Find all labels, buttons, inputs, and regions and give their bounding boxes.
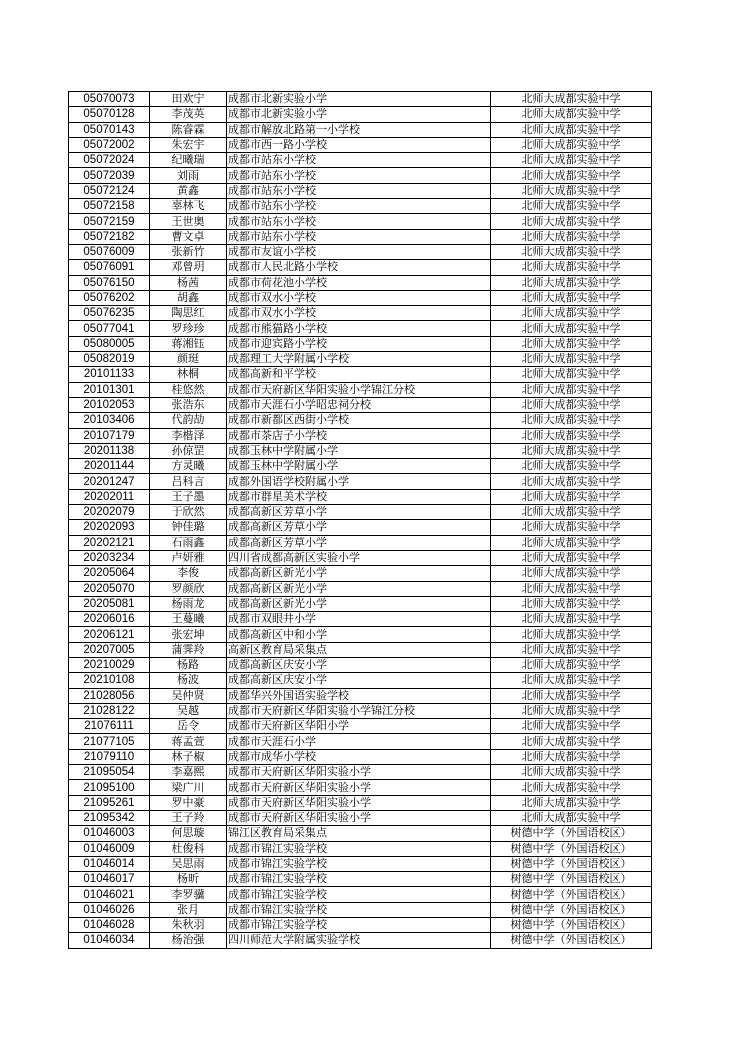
student-name-cell: 张新竹 bbox=[150, 244, 227, 259]
student-name-cell: 杨治强 bbox=[150, 933, 227, 948]
student-name-cell: 邓曾玥 bbox=[150, 260, 227, 275]
table-row bbox=[69, 153, 652, 168]
student-id-cell: 05072158 bbox=[69, 199, 150, 214]
student-name-cell: 罗珍珍 bbox=[150, 321, 227, 336]
student-name-cell: 王子羚 bbox=[150, 810, 227, 825]
student-id-cell: 05080005 bbox=[69, 336, 150, 351]
student-id-cell: 21076111 bbox=[69, 719, 150, 734]
student-name-cell: 方灵曦 bbox=[150, 459, 227, 474]
primary-school-cell: 成都高新区新光小学 bbox=[227, 566, 491, 581]
table-row bbox=[69, 382, 652, 397]
primary-school-cell: 成都市熊猫路小学校 bbox=[227, 321, 491, 336]
primary-school-cell: 高新区教育局采集点 bbox=[227, 642, 491, 657]
primary-school-cell: 成都高新区新光小学 bbox=[227, 581, 491, 596]
student-id-cell: 20205070 bbox=[69, 581, 150, 596]
table-row bbox=[69, 795, 652, 810]
table-row bbox=[69, 321, 652, 336]
table-row bbox=[69, 260, 652, 275]
admitted-school-cell: 树德中学（外国语校区） bbox=[491, 856, 652, 871]
student-name-cell: 杨雨龙 bbox=[150, 596, 227, 611]
student-name-cell: 蒲霁羚 bbox=[150, 642, 227, 657]
primary-school-cell: 锦江区教育局采集点 bbox=[227, 826, 491, 841]
student-name-cell: 李罗骥 bbox=[150, 887, 227, 902]
student-id-cell: 20205064 bbox=[69, 566, 150, 581]
admitted-school-cell: 北师大成都实验中学 bbox=[491, 107, 652, 122]
table-row bbox=[69, 734, 652, 749]
admitted-school-cell: 北师大成都实验中学 bbox=[491, 397, 652, 412]
table-row bbox=[69, 275, 652, 290]
table-row bbox=[69, 856, 652, 871]
table-row bbox=[69, 107, 652, 122]
table-row bbox=[69, 933, 652, 948]
table-row bbox=[69, 214, 652, 229]
student-id-cell: 20202093 bbox=[69, 520, 150, 535]
primary-school-cell: 成都市西一路小学校 bbox=[227, 137, 491, 152]
admitted-school-cell: 北师大成都实验中学 bbox=[491, 459, 652, 474]
student-id-cell: 01046009 bbox=[69, 841, 150, 856]
student-id-cell: 20107179 bbox=[69, 428, 150, 443]
table-row bbox=[69, 92, 652, 107]
student-name-cell: 杨路 bbox=[150, 657, 227, 672]
admitted-school-cell: 北师大成都实验中学 bbox=[491, 627, 652, 642]
primary-school-cell: 成都市锦江实验学校 bbox=[227, 887, 491, 902]
table-row bbox=[69, 244, 652, 259]
primary-school-cell: 成都市天涯石小学昭忠祠分校 bbox=[227, 397, 491, 412]
primary-school-cell: 成都高新区中和小学 bbox=[227, 627, 491, 642]
primary-school-cell: 成都市锦江实验学校 bbox=[227, 918, 491, 933]
table-row bbox=[69, 306, 652, 321]
admitted-school-cell: 北师大成都实验中学 bbox=[491, 336, 652, 351]
student-name-cell: 张宏坤 bbox=[150, 627, 227, 642]
primary-school-cell: 四川师范大学附属实验学校 bbox=[227, 933, 491, 948]
table-row bbox=[69, 459, 652, 474]
admitted-school-cell: 北师大成都实验中学 bbox=[491, 612, 652, 627]
student-id-cell: 05072039 bbox=[69, 168, 150, 183]
primary-school-cell: 成都市天府新区华阳实验小学 bbox=[227, 795, 491, 810]
student-id-cell: 21095261 bbox=[69, 795, 150, 810]
student-name-cell: 朱宏宇 bbox=[150, 137, 227, 152]
primary-school-cell: 成都高新区庆安小学 bbox=[227, 657, 491, 672]
student-id-cell: 01046026 bbox=[69, 902, 150, 917]
admitted-school-cell: 北师大成都实验中学 bbox=[491, 657, 652, 672]
student-name-cell: 罗中豪 bbox=[150, 795, 227, 810]
student-id-cell: 20203234 bbox=[69, 550, 150, 565]
student-id-cell: 01046017 bbox=[69, 872, 150, 887]
admitted-school-cell: 北师大成都实验中学 bbox=[491, 321, 652, 336]
student-name-cell: 纪曦瑞 bbox=[150, 153, 227, 168]
student-id-cell: 05072024 bbox=[69, 153, 150, 168]
admitted-school-cell: 北师大成都实验中学 bbox=[491, 703, 652, 718]
table-row bbox=[69, 612, 652, 627]
student-name-cell: 杨波 bbox=[150, 673, 227, 688]
student-name-cell: 吴越 bbox=[150, 703, 227, 718]
student-id-cell: 01046034 bbox=[69, 933, 150, 948]
admitted-school-cell: 北师大成都实验中学 bbox=[491, 229, 652, 244]
student-id-cell: 20201247 bbox=[69, 474, 150, 489]
student-id-cell: 21095054 bbox=[69, 765, 150, 780]
table-row bbox=[69, 505, 652, 520]
primary-school-cell: 成都市锦江实验学校 bbox=[227, 902, 491, 917]
admitted-school-cell: 北师大成都实验中学 bbox=[491, 810, 652, 825]
table-row bbox=[69, 657, 652, 672]
admitted-school-cell: 树德中学（外国语校区） bbox=[491, 826, 652, 841]
student-id-cell: 21079110 bbox=[69, 749, 150, 764]
primary-school-cell: 成都市群星美术学校 bbox=[227, 489, 491, 504]
primary-school-cell: 成都市站东小学校 bbox=[227, 168, 491, 183]
table-row bbox=[69, 688, 652, 703]
student-id-cell: 05076202 bbox=[69, 290, 150, 305]
primary-school-cell: 成都市天府新区华阳实验小学锦江分校 bbox=[227, 382, 491, 397]
primary-school-cell: 成都市解放北路第一小学校 bbox=[227, 122, 491, 137]
student-id-cell: 20103406 bbox=[69, 413, 150, 428]
student-id-cell: 05076150 bbox=[69, 275, 150, 290]
admitted-school-cell: 北师大成都实验中学 bbox=[491, 275, 652, 290]
table-row bbox=[69, 566, 652, 581]
student-name-cell: 蒋湘钰 bbox=[150, 336, 227, 351]
admitted-school-cell: 北师大成都实验中学 bbox=[491, 550, 652, 565]
table-row bbox=[69, 122, 652, 137]
primary-school-cell: 成都市站东小学校 bbox=[227, 183, 491, 198]
primary-school-cell: 成都市成华小学校 bbox=[227, 749, 491, 764]
primary-school-cell: 成都高新区庆安小学 bbox=[227, 673, 491, 688]
admitted-school-cell: 北师大成都实验中学 bbox=[491, 168, 652, 183]
admitted-school-cell: 北师大成都实验中学 bbox=[491, 137, 652, 152]
table-row bbox=[69, 183, 652, 198]
student-id-cell: 21095100 bbox=[69, 780, 150, 795]
table-row bbox=[69, 397, 652, 412]
student-name-cell: 孙倞罡 bbox=[150, 443, 227, 458]
student-name-cell: 钟佳璐 bbox=[150, 520, 227, 535]
student-id-cell: 20202011 bbox=[69, 489, 150, 504]
student-id-cell: 20210108 bbox=[69, 673, 150, 688]
table-row bbox=[69, 168, 652, 183]
student-id-cell: 05070143 bbox=[69, 122, 150, 137]
student-name-cell: 于欣然 bbox=[150, 505, 227, 520]
table-row bbox=[69, 137, 652, 152]
table-row bbox=[69, 413, 652, 428]
student-name-cell: 罗颜欣 bbox=[150, 581, 227, 596]
student-id-cell: 21077105 bbox=[69, 734, 150, 749]
table-row bbox=[69, 336, 652, 351]
table-row bbox=[69, 703, 652, 718]
student-name-cell: 胡鑫 bbox=[150, 290, 227, 305]
admitted-school-cell: 北师大成都实验中学 bbox=[491, 780, 652, 795]
admitted-school-cell: 北师大成都实验中学 bbox=[491, 520, 652, 535]
student-name-cell: 桂悠然 bbox=[150, 382, 227, 397]
student-id-cell: 20101133 bbox=[69, 367, 150, 382]
student-id-cell: 20210029 bbox=[69, 657, 150, 672]
primary-school-cell: 成都玉林中学附属小学 bbox=[227, 459, 491, 474]
primary-school-cell: 成都市北新实验小学 bbox=[227, 107, 491, 122]
student-id-cell: 01046014 bbox=[69, 856, 150, 871]
primary-school-cell: 成都市双眼井小学 bbox=[227, 612, 491, 627]
student-name-cell: 林桐 bbox=[150, 367, 227, 382]
admitted-school-cell: 北师大成都实验中学 bbox=[491, 734, 652, 749]
table-row bbox=[69, 887, 652, 902]
admitted-school-cell: 北师大成都实验中学 bbox=[491, 413, 652, 428]
admitted-school-cell: 北师大成都实验中学 bbox=[491, 474, 652, 489]
student-name-cell: 王蔓曦 bbox=[150, 612, 227, 627]
primary-school-cell: 成都高新区芳草小学 bbox=[227, 505, 491, 520]
student-name-cell: 田欢宁 bbox=[150, 92, 227, 107]
student-id-cell: 05082019 bbox=[69, 352, 150, 367]
table-row bbox=[69, 749, 652, 764]
student-id-cell: 20206121 bbox=[69, 627, 150, 642]
student-id-cell: 20202079 bbox=[69, 505, 150, 520]
student-name-cell: 吕科言 bbox=[150, 474, 227, 489]
student-name-cell: 王子墨 bbox=[150, 489, 227, 504]
table-row bbox=[69, 841, 652, 856]
student-name-cell: 何思璇 bbox=[150, 826, 227, 841]
student-name-cell: 杨茜 bbox=[150, 275, 227, 290]
table-row bbox=[69, 367, 652, 382]
primary-school-cell: 成都高新区芳草小学 bbox=[227, 535, 491, 550]
table-row bbox=[69, 810, 652, 825]
primary-school-cell: 成都市天府新区华阳实验小学锦江分校 bbox=[227, 703, 491, 718]
admitted-school-cell: 树德中学（外国语校区） bbox=[491, 902, 652, 917]
admitted-school-cell: 北师大成都实验中学 bbox=[491, 92, 652, 107]
student-name-cell: 林子椒 bbox=[150, 749, 227, 764]
admitted-school-cell: 北师大成都实验中学 bbox=[491, 581, 652, 596]
student-name-cell: 李俊 bbox=[150, 566, 227, 581]
admitted-school-cell: 北师大成都实验中学 bbox=[491, 260, 652, 275]
table-row bbox=[69, 673, 652, 688]
primary-school-cell: 成都市站东小学校 bbox=[227, 214, 491, 229]
table-row bbox=[69, 581, 652, 596]
admitted-school-cell: 北师大成都实验中学 bbox=[491, 199, 652, 214]
student-name-cell: 黄鑫 bbox=[150, 183, 227, 198]
admission-table bbox=[68, 91, 652, 949]
student-name-cell: 颜珽 bbox=[150, 352, 227, 367]
student-id-cell: 05072159 bbox=[69, 214, 150, 229]
admitted-school-cell: 北师大成都实验中学 bbox=[491, 352, 652, 367]
student-name-cell: 李嘉熙 bbox=[150, 765, 227, 780]
primary-school-cell: 成都市锦江实验学校 bbox=[227, 856, 491, 871]
admitted-school-cell: 北师大成都实验中学 bbox=[491, 719, 652, 734]
admitted-school-cell: 北师大成都实验中学 bbox=[491, 596, 652, 611]
student-name-cell: 蒋孟萱 bbox=[150, 734, 227, 749]
student-id-cell: 20207005 bbox=[69, 642, 150, 657]
student-name-cell: 王世奥 bbox=[150, 214, 227, 229]
table-row bbox=[69, 535, 652, 550]
admitted-school-cell: 北师大成都实验中学 bbox=[491, 244, 652, 259]
admitted-school-cell: 北师大成都实验中学 bbox=[491, 214, 652, 229]
admitted-school-cell: 树德中学（外国语校区） bbox=[491, 918, 652, 933]
table-row bbox=[69, 826, 652, 841]
student-name-cell: 陈睿霖 bbox=[150, 122, 227, 137]
student-name-cell: 代韵劼 bbox=[150, 413, 227, 428]
student-id-cell: 01046003 bbox=[69, 826, 150, 841]
admitted-school-cell: 北师大成都实验中学 bbox=[491, 535, 652, 550]
student-name-cell: 辜林飞 bbox=[150, 199, 227, 214]
student-id-cell: 20205081 bbox=[69, 596, 150, 611]
admitted-school-cell: 北师大成都实验中学 bbox=[491, 765, 652, 780]
primary-school-cell: 成都市双水小学校 bbox=[227, 290, 491, 305]
admitted-school-cell: 北师大成都实验中学 bbox=[491, 566, 652, 581]
primary-school-cell: 成都高新区芳草小学 bbox=[227, 520, 491, 535]
table-row bbox=[69, 229, 652, 244]
table-row bbox=[69, 902, 652, 917]
primary-school-cell: 四川省成都高新区实验小学 bbox=[227, 550, 491, 565]
table-row bbox=[69, 872, 652, 887]
table-row bbox=[69, 352, 652, 367]
admitted-school-cell: 北师大成都实验中学 bbox=[491, 122, 652, 137]
student-id-cell: 21028056 bbox=[69, 688, 150, 703]
student-name-cell: 石雨鑫 bbox=[150, 535, 227, 550]
student-name-cell: 朱秋羽 bbox=[150, 918, 227, 933]
admitted-school-cell: 北师大成都实验中学 bbox=[491, 642, 652, 657]
table-row bbox=[69, 780, 652, 795]
primary-school-cell: 成都华兴外国语实验学校 bbox=[227, 688, 491, 703]
admitted-school-cell: 北师大成都实验中学 bbox=[491, 290, 652, 305]
student-id-cell: 05070073 bbox=[69, 92, 150, 107]
student-name-cell: 杜俊科 bbox=[150, 841, 227, 856]
primary-school-cell: 成都市天涯石小学 bbox=[227, 734, 491, 749]
admitted-school-cell: 北师大成都实验中学 bbox=[491, 367, 652, 382]
student-id-cell: 20206016 bbox=[69, 612, 150, 627]
student-name-cell: 刘雨 bbox=[150, 168, 227, 183]
table-row bbox=[69, 474, 652, 489]
admitted-school-cell: 北师大成都实验中学 bbox=[491, 382, 652, 397]
primary-school-cell: 成都高新和平学校 bbox=[227, 367, 491, 382]
student-id-cell: 20102053 bbox=[69, 397, 150, 412]
primary-school-cell: 成都市茶店子小学校 bbox=[227, 428, 491, 443]
primary-school-cell: 成都理工大学附属小学校 bbox=[227, 352, 491, 367]
student-name-cell: 张月 bbox=[150, 902, 227, 917]
student-id-cell: 05076009 bbox=[69, 244, 150, 259]
student-name-cell: 吴仲贤 bbox=[150, 688, 227, 703]
student-id-cell: 05070128 bbox=[69, 107, 150, 122]
student-name-cell: 张浩东 bbox=[150, 397, 227, 412]
student-name-cell: 曹文卓 bbox=[150, 229, 227, 244]
admitted-school-cell: 树德中学（外国语校区） bbox=[491, 872, 652, 887]
student-id-cell: 05076235 bbox=[69, 306, 150, 321]
table-row bbox=[69, 719, 652, 734]
student-name-cell: 卢妍雅 bbox=[150, 550, 227, 565]
student-id-cell: 05072124 bbox=[69, 183, 150, 198]
primary-school-cell: 成都市友谊小学校 bbox=[227, 244, 491, 259]
student-id-cell: 05072002 bbox=[69, 137, 150, 152]
student-name-cell: 杨昕 bbox=[150, 872, 227, 887]
table-row bbox=[69, 290, 652, 305]
student-id-cell: 05077041 bbox=[69, 321, 150, 336]
admitted-school-cell: 北师大成都实验中学 bbox=[491, 306, 652, 321]
primary-school-cell: 成都市天府新区华阳实验小学 bbox=[227, 810, 491, 825]
student-id-cell: 20101301 bbox=[69, 382, 150, 397]
primary-school-cell: 成都高新区新光小学 bbox=[227, 596, 491, 611]
admitted-school-cell: 北师大成都实验中学 bbox=[491, 489, 652, 504]
primary-school-cell: 成都市人民北路小学校 bbox=[227, 260, 491, 275]
admitted-school-cell: 树德中学（外国语校区） bbox=[491, 933, 652, 948]
table-row bbox=[69, 918, 652, 933]
student-name-cell: 李楷泽 bbox=[150, 428, 227, 443]
student-id-cell: 21095342 bbox=[69, 810, 150, 825]
table-row bbox=[69, 642, 652, 657]
primary-school-cell: 成都市双水小学校 bbox=[227, 306, 491, 321]
student-name-cell: 梁广川 bbox=[150, 780, 227, 795]
primary-school-cell: 成都市北新实验小学 bbox=[227, 92, 491, 107]
table-row bbox=[69, 428, 652, 443]
student-id-cell: 20201144 bbox=[69, 459, 150, 474]
admitted-school-cell: 北师大成都实验中学 bbox=[491, 505, 652, 520]
primary-school-cell: 成都市新都区西街小学校 bbox=[227, 413, 491, 428]
student-id-cell: 20201138 bbox=[69, 443, 150, 458]
admitted-school-cell: 北师大成都实验中学 bbox=[491, 183, 652, 198]
primary-school-cell: 成都市站东小学校 bbox=[227, 153, 491, 168]
student-name-cell: 岳令 bbox=[150, 719, 227, 734]
admitted-school-cell: 北师大成都实验中学 bbox=[491, 673, 652, 688]
table-row bbox=[69, 443, 652, 458]
table-row bbox=[69, 627, 652, 642]
admitted-school-cell: 北师大成都实验中学 bbox=[491, 153, 652, 168]
student-id-cell: 21028122 bbox=[69, 703, 150, 718]
primary-school-cell: 成都玉林中学附属小学 bbox=[227, 443, 491, 458]
admitted-school-cell: 北师大成都实验中学 bbox=[491, 795, 652, 810]
table-row bbox=[69, 765, 652, 780]
primary-school-cell: 成都市站东小学校 bbox=[227, 229, 491, 244]
student-id-cell: 01046028 bbox=[69, 918, 150, 933]
table-row bbox=[69, 199, 652, 214]
admitted-school-cell: 树德中学（外国语校区） bbox=[491, 887, 652, 902]
table-row bbox=[69, 596, 652, 611]
student-name-cell: 李茂英 bbox=[150, 107, 227, 122]
admitted-school-cell: 北师大成都实验中学 bbox=[491, 443, 652, 458]
primary-school-cell: 成都市荷花池小学校 bbox=[227, 275, 491, 290]
table-row bbox=[69, 520, 652, 535]
student-id-cell: 05072182 bbox=[69, 229, 150, 244]
primary-school-cell: 成都市天府新区华阳实验小学 bbox=[227, 780, 491, 795]
admitted-school-cell: 北师大成都实验中学 bbox=[491, 428, 652, 443]
primary-school-cell: 成都市站东小学校 bbox=[227, 199, 491, 214]
student-id-cell: 05076091 bbox=[69, 260, 150, 275]
primary-school-cell: 成都市天府新区华阳实验小学 bbox=[227, 765, 491, 780]
table-row bbox=[69, 550, 652, 565]
primary-school-cell: 成都市迎宾路小学校 bbox=[227, 336, 491, 351]
primary-school-cell: 成都市锦江实验学校 bbox=[227, 841, 491, 856]
table-row bbox=[69, 489, 652, 504]
admission-table-body bbox=[69, 92, 652, 949]
admitted-school-cell: 树德中学（外国语校区） bbox=[491, 841, 652, 856]
admitted-school-cell: 北师大成都实验中学 bbox=[491, 688, 652, 703]
admitted-school-cell: 北师大成都实验中学 bbox=[491, 749, 652, 764]
student-id-cell: 20202121 bbox=[69, 535, 150, 550]
primary-school-cell: 成都市天府新区华阳小学 bbox=[227, 719, 491, 734]
primary-school-cell: 成都市锦江实验学校 bbox=[227, 872, 491, 887]
student-name-cell: 吴思雨 bbox=[150, 856, 227, 871]
student-id-cell: 01046021 bbox=[69, 887, 150, 902]
student-name-cell: 陶思红 bbox=[150, 306, 227, 321]
primary-school-cell: 成都外国语学校附属小学 bbox=[227, 474, 491, 489]
